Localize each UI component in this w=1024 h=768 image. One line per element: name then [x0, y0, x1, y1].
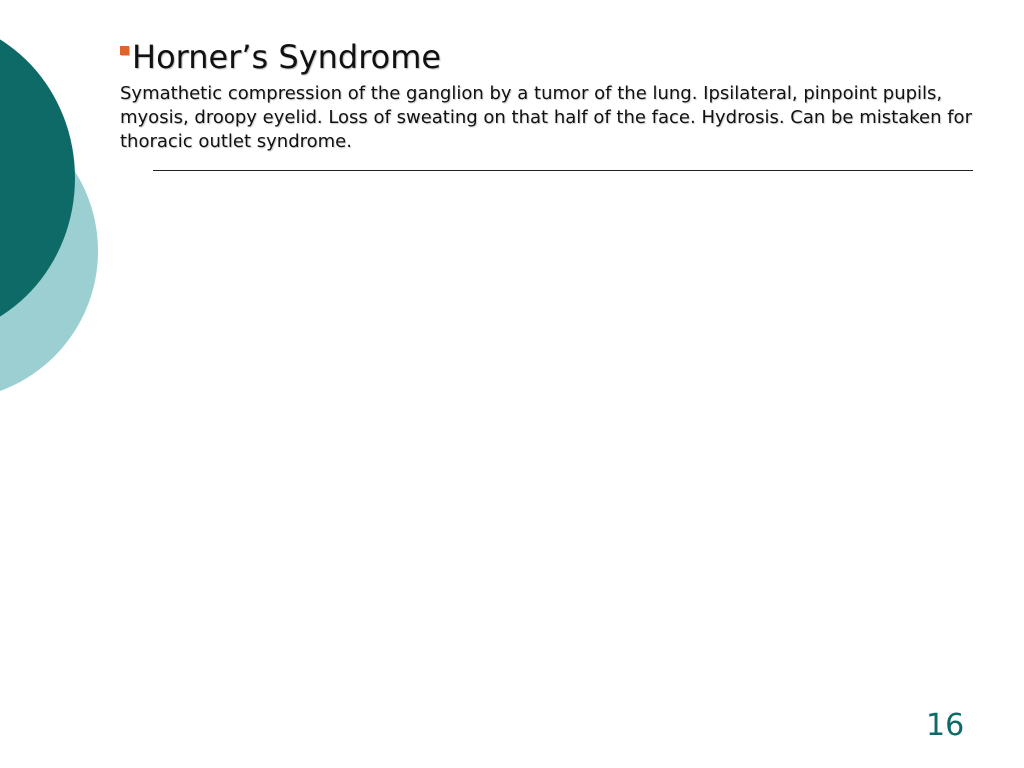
- horizontal-divider: [153, 170, 973, 171]
- slide-number: 16: [926, 708, 965, 743]
- slide-body-text: Symathetic compression of the ganglion by a tumor of the lung. Ipsilateral, pinpoint pupils, myosis, droopy eyelid. Loss of sweating on that half of the face. Hydrosis. Can be mistaken for thoracic outlet syndrome.: [120, 83, 972, 152]
- square-bullet-icon: [120, 46, 129, 55]
- slide-title: Horner’s Syndrome: [132, 38, 442, 76]
- title-row: [120, 38, 441, 76]
